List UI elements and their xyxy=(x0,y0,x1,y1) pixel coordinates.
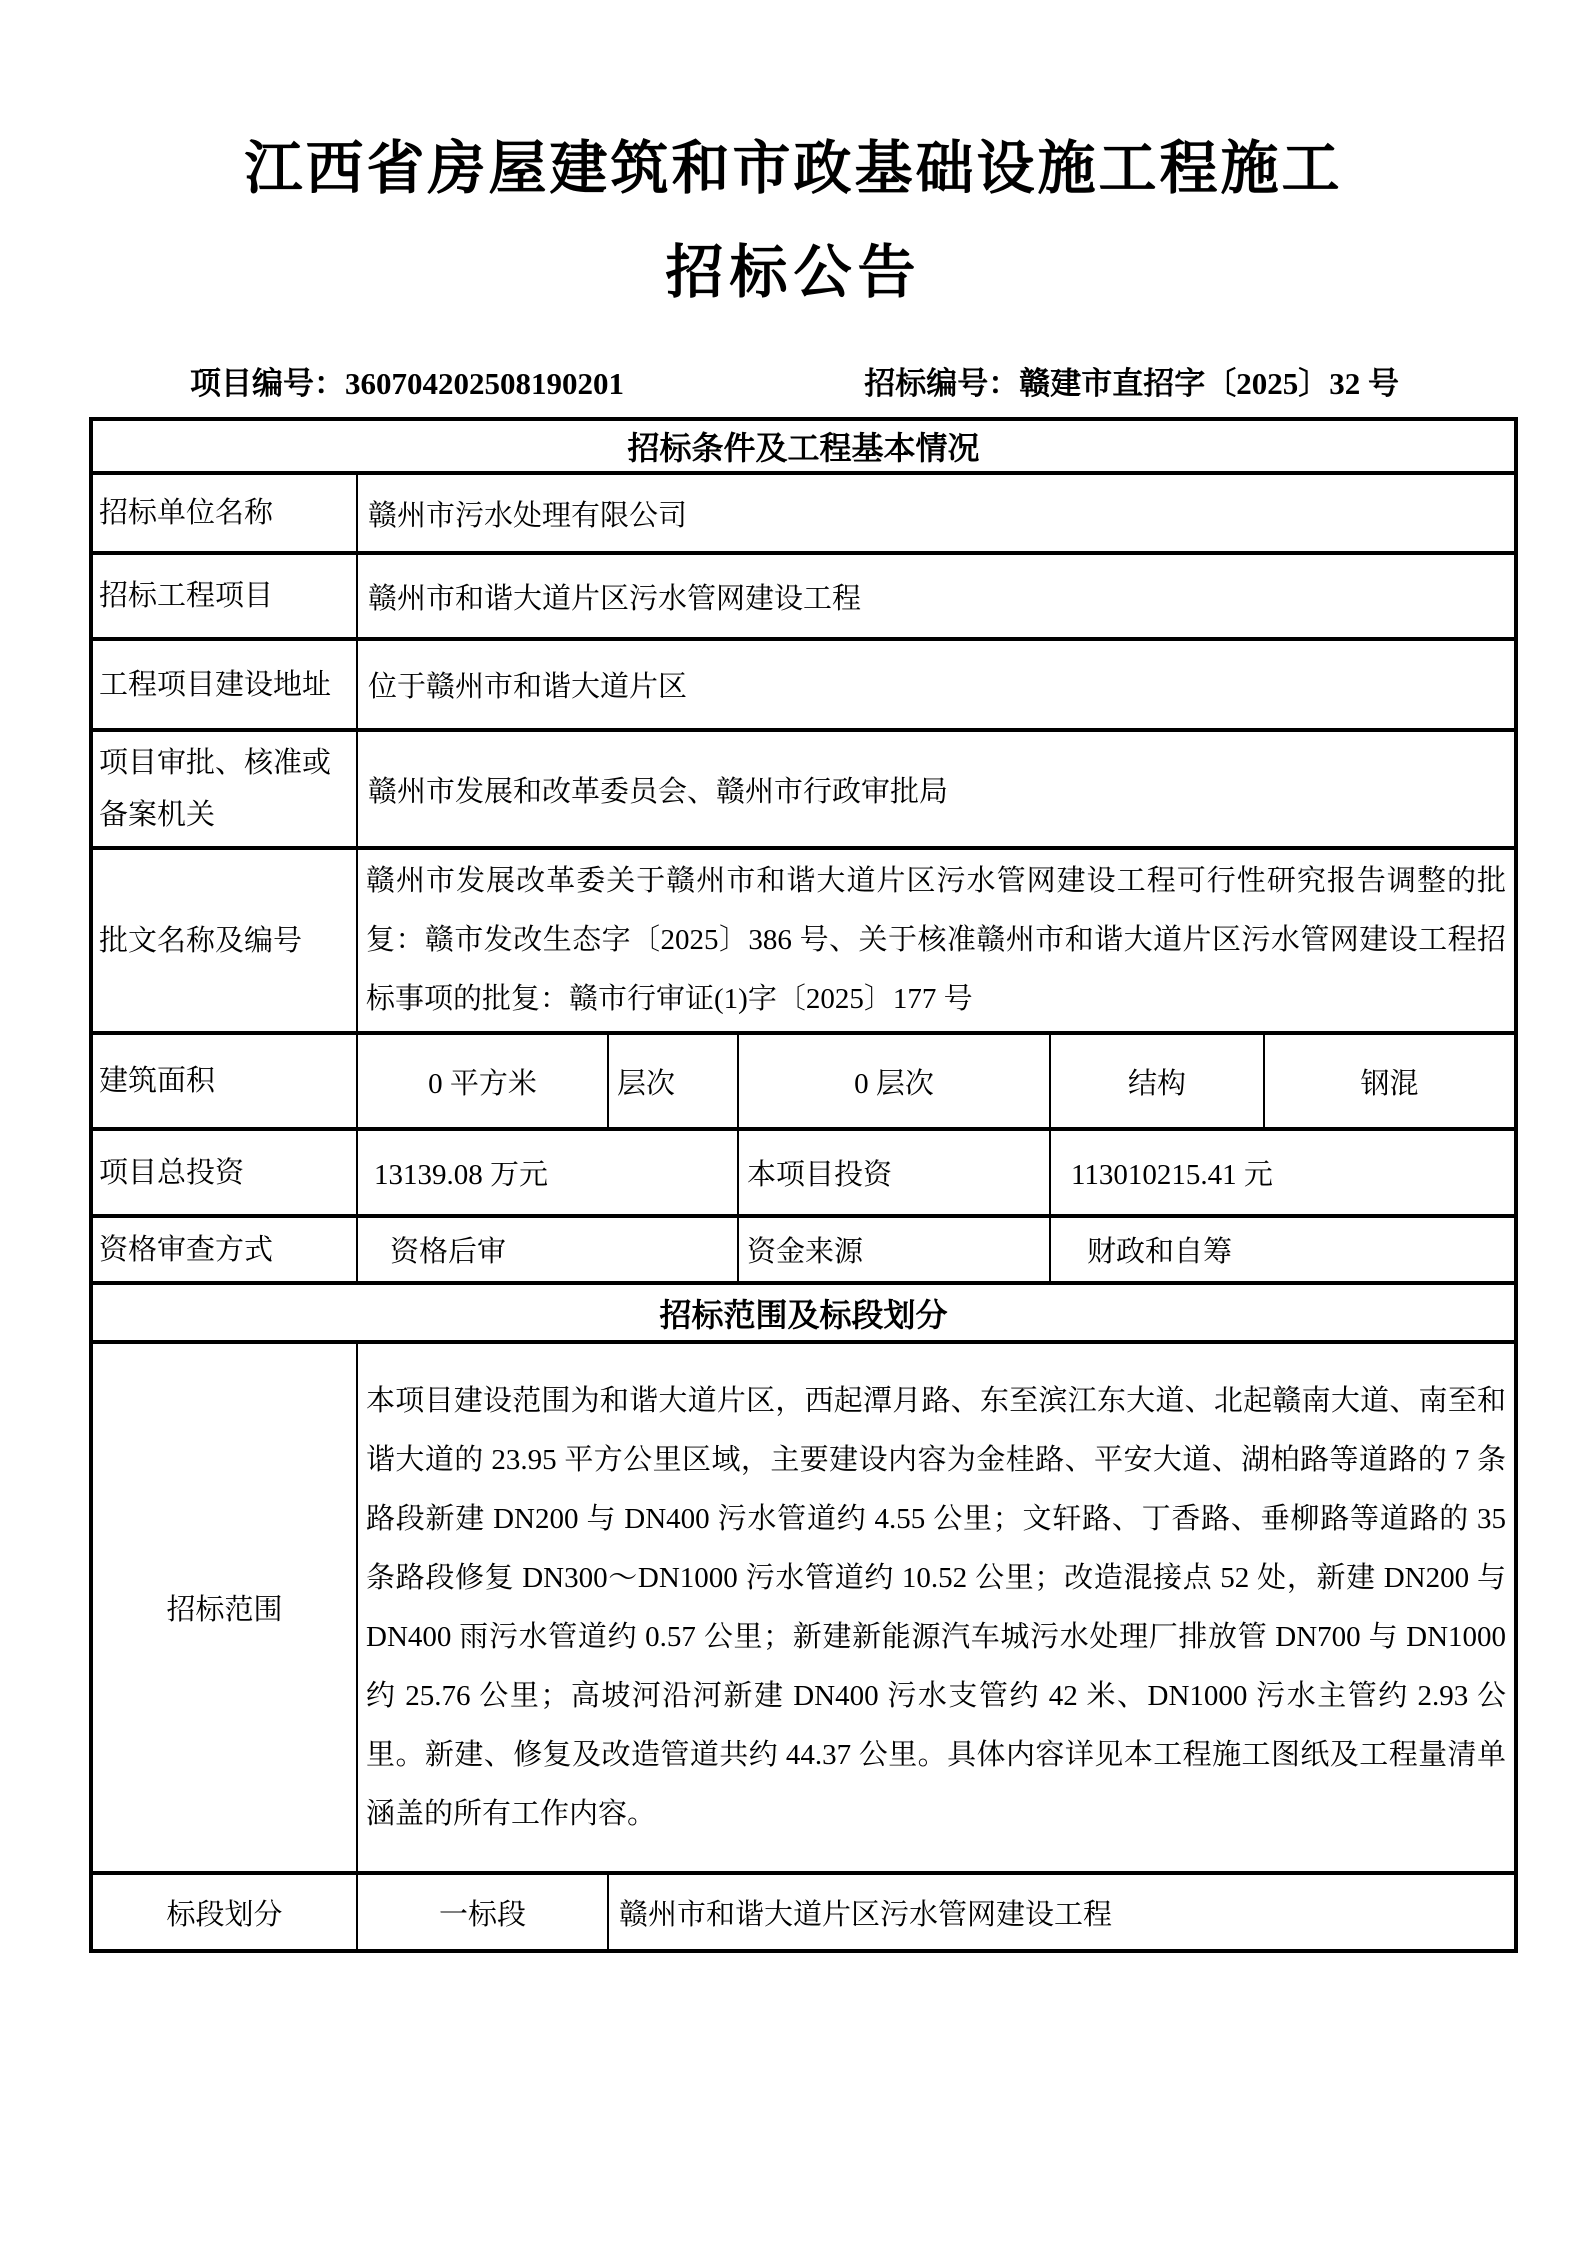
project-number: 项目编号：360704202508190201 xyxy=(190,366,624,401)
field-value-structure: 钢混 xyxy=(1264,1033,1516,1129)
field-label-funding: 资金来源 xyxy=(738,1216,1050,1283)
field-value-address: 位于赣州市和谐大道片区 xyxy=(357,639,1516,730)
field-value-approval: 赣州市发展和改革委员会、赣州市行政审批局 xyxy=(357,730,1516,848)
document-title xyxy=(0,0,1587,308)
lot-name: 赣州市和谐大道片区污水管网建设工程 xyxy=(608,1873,1516,1951)
table-row xyxy=(91,1873,1516,1951)
field-label-approval: 项目审批、核准或备案机关 xyxy=(91,730,357,848)
field-value-scope: 本项目建设范围为和谐大道片区，西起潭月路、东至滨江东大道、北起赣南大道、南至和谐大道的 23.95 平方公里区域，主要建设内容为金桂路、平安大道、湖柏路等道路的 7 条路段新建 DN200 与 DN400 污水管道约 4.55 公里；文轩路、丁香路、垂柳路等道路的 35 条路段修复 DN300～DN1000 污水管道约 10.52 公里；改造混接点 52 处，新建 DN200 与 DN400 雨污水管道约 0.57 公里；新建新能源汽车城污水处理厂排放管 DN700 与 DN1000 约 25.76 公里；高坡河沿河新建 DN400 污水支管约 42 米、DN1000 污水主管约 2.93 公里。新建、修复及改造管道共约 44.37 公里。具体内容详见本工程施工图纸及工程量清单涵盖的所有工作内容。 xyxy=(357,1342,1516,1873)
field-label-project: 招标工程项目 xyxy=(91,553,357,639)
tender-number: 招标编号：赣建市直招字〔2025〕32 号 xyxy=(864,366,1399,401)
field-label-structure: 结构 xyxy=(1050,1033,1264,1129)
field-value-qualification: 资格后审 xyxy=(357,1216,738,1283)
field-value-unit: 赣州市污水处理有限公司 xyxy=(357,473,1516,553)
field-value-invest-this: 113010215.41 元 xyxy=(1050,1129,1516,1216)
field-label-invest-total: 项目总投资 xyxy=(91,1129,357,1216)
tender-info-table xyxy=(89,417,1518,1953)
field-label-qualification: 资格审查方式 xyxy=(91,1216,357,1283)
field-label-unit: 招标单位名称 xyxy=(91,473,357,553)
table-row xyxy=(91,848,1516,1033)
table-row xyxy=(91,639,1516,730)
table-row xyxy=(91,1129,1516,1216)
table-row xyxy=(91,1216,1516,1283)
table-row xyxy=(91,1342,1516,1873)
field-label-doc: 批文名称及编号 xyxy=(91,848,357,1033)
title-line-2: 招标公告 xyxy=(665,240,922,305)
field-value-floors: 0 层次 xyxy=(738,1033,1050,1129)
field-label-lot: 标段划分 xyxy=(91,1873,357,1951)
field-label-floors: 层次 xyxy=(608,1033,738,1129)
field-value-doc: 赣州市发展改革委关于赣州市和谐大道片区污水管网建设工程可行性研究报告调整的批复：赣市发改生态字〔2025〕386 号、关于核准赣州市和谐大道片区污水管网建设工程招标事项的批复：赣市行审证(1)字〔2025〕177 号 xyxy=(357,848,1516,1033)
table-row xyxy=(91,473,1516,553)
table-row xyxy=(91,730,1516,848)
field-value-funding: 财政和自筹 xyxy=(1050,1216,1516,1283)
meta-row xyxy=(0,358,1587,403)
field-label-area: 建筑面积 xyxy=(91,1033,357,1129)
section-header-basic: 招标条件及工程基本情况 xyxy=(91,419,1516,473)
lot-number: 一标段 xyxy=(357,1873,608,1951)
title-line-1: 江西省房屋建筑和市政基础设施工程施工 xyxy=(244,136,1343,201)
section-header-row xyxy=(91,419,1516,473)
table-row xyxy=(91,1033,1516,1129)
section-header-row xyxy=(91,1283,1516,1342)
field-value-project: 赣州市和谐大道片区污水管网建设工程 xyxy=(357,553,1516,639)
field-label-address: 工程项目建设地址 xyxy=(91,639,357,730)
field-value-invest-total: 13139.08 万元 xyxy=(357,1129,738,1216)
table-row xyxy=(91,553,1516,639)
field-label-scope: 招标范围 xyxy=(91,1342,357,1873)
section-header-scope: 招标范围及标段划分 xyxy=(91,1283,1516,1342)
field-label-invest-this: 本项目投资 xyxy=(738,1129,1050,1216)
field-value-area: 0 平方米 xyxy=(357,1033,608,1129)
